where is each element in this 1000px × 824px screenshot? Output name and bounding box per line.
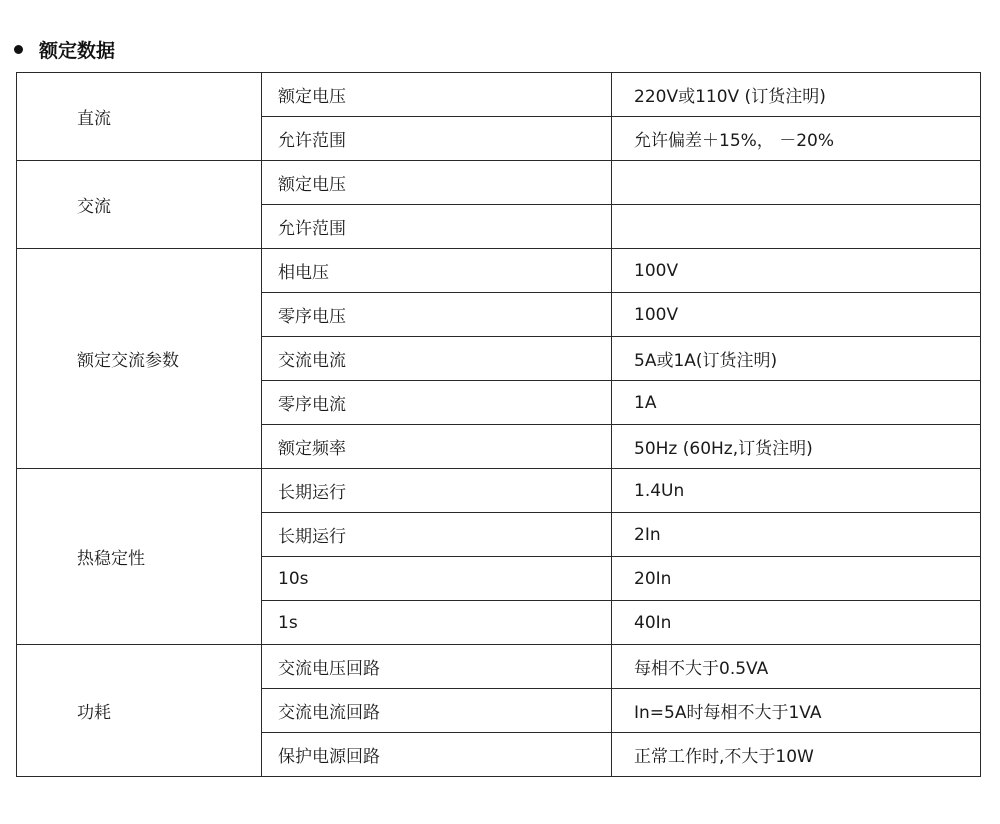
param-cell: 允许范围 — [262, 117, 612, 161]
category-cell: 交流 — [17, 161, 262, 249]
param-cell: 1s — [262, 601, 612, 645]
value-cell: 每相不大于0.5VA — [612, 645, 981, 689]
param-cell: 额定电压 — [262, 73, 612, 117]
table-row — [17, 469, 981, 513]
value-cell: 2In — [612, 513, 981, 557]
value-cell: 允许偏差＋15%， －20% — [612, 117, 981, 161]
param-cell: 10s — [262, 557, 612, 601]
rated-data-table — [16, 72, 981, 777]
category-cell: 额定交流参数 — [17, 249, 262, 469]
param-cell: 允许范围 — [262, 205, 612, 249]
param-cell: 长期运行 — [262, 513, 612, 557]
param-cell: 相电压 — [262, 249, 612, 293]
value-cell: 5A或1A(订货注明) — [612, 337, 981, 381]
param-cell: 交流电流回路 — [262, 689, 612, 733]
param-cell: 零序电压 — [262, 293, 612, 337]
section-title: 额定数据 — [39, 39, 116, 62]
category-cell: 热稳定性 — [17, 469, 262, 645]
param-cell: 额定电压 — [262, 161, 612, 205]
param-cell: 保护电源回路 — [262, 733, 612, 777]
value-cell: 50Hz (60Hz,订货注明) — [612, 425, 981, 469]
value-cell: 220V或110V (订货注明) — [612, 73, 981, 117]
value-cell — [612, 205, 981, 249]
table-row — [17, 645, 981, 689]
param-cell: 长期运行 — [262, 469, 612, 513]
table-row — [17, 161, 981, 205]
table-row — [17, 249, 981, 293]
table-row — [17, 73, 981, 117]
param-cell: 交流电流 — [262, 337, 612, 381]
category-cell: 直流 — [17, 73, 262, 161]
category-cell: 功耗 — [17, 645, 262, 777]
value-cell: 40In — [612, 601, 981, 645]
value-cell: In=5A时每相不大于1VA — [612, 689, 981, 733]
param-cell: 额定频率 — [262, 425, 612, 469]
value-cell: 正常工作时,不大于10W — [612, 733, 981, 777]
param-cell: 交流电压回路 — [262, 645, 612, 689]
bullet-icon — [14, 45, 23, 54]
value-cell: 20In — [612, 557, 981, 601]
value-cell: 1.4Un — [612, 469, 981, 513]
param-cell: 零序电流 — [262, 381, 612, 425]
value-cell: 100V — [612, 293, 981, 337]
section-heading — [14, 34, 115, 64]
value-cell: 1A — [612, 381, 981, 425]
value-cell — [612, 161, 981, 205]
value-cell: 100V — [612, 249, 981, 293]
